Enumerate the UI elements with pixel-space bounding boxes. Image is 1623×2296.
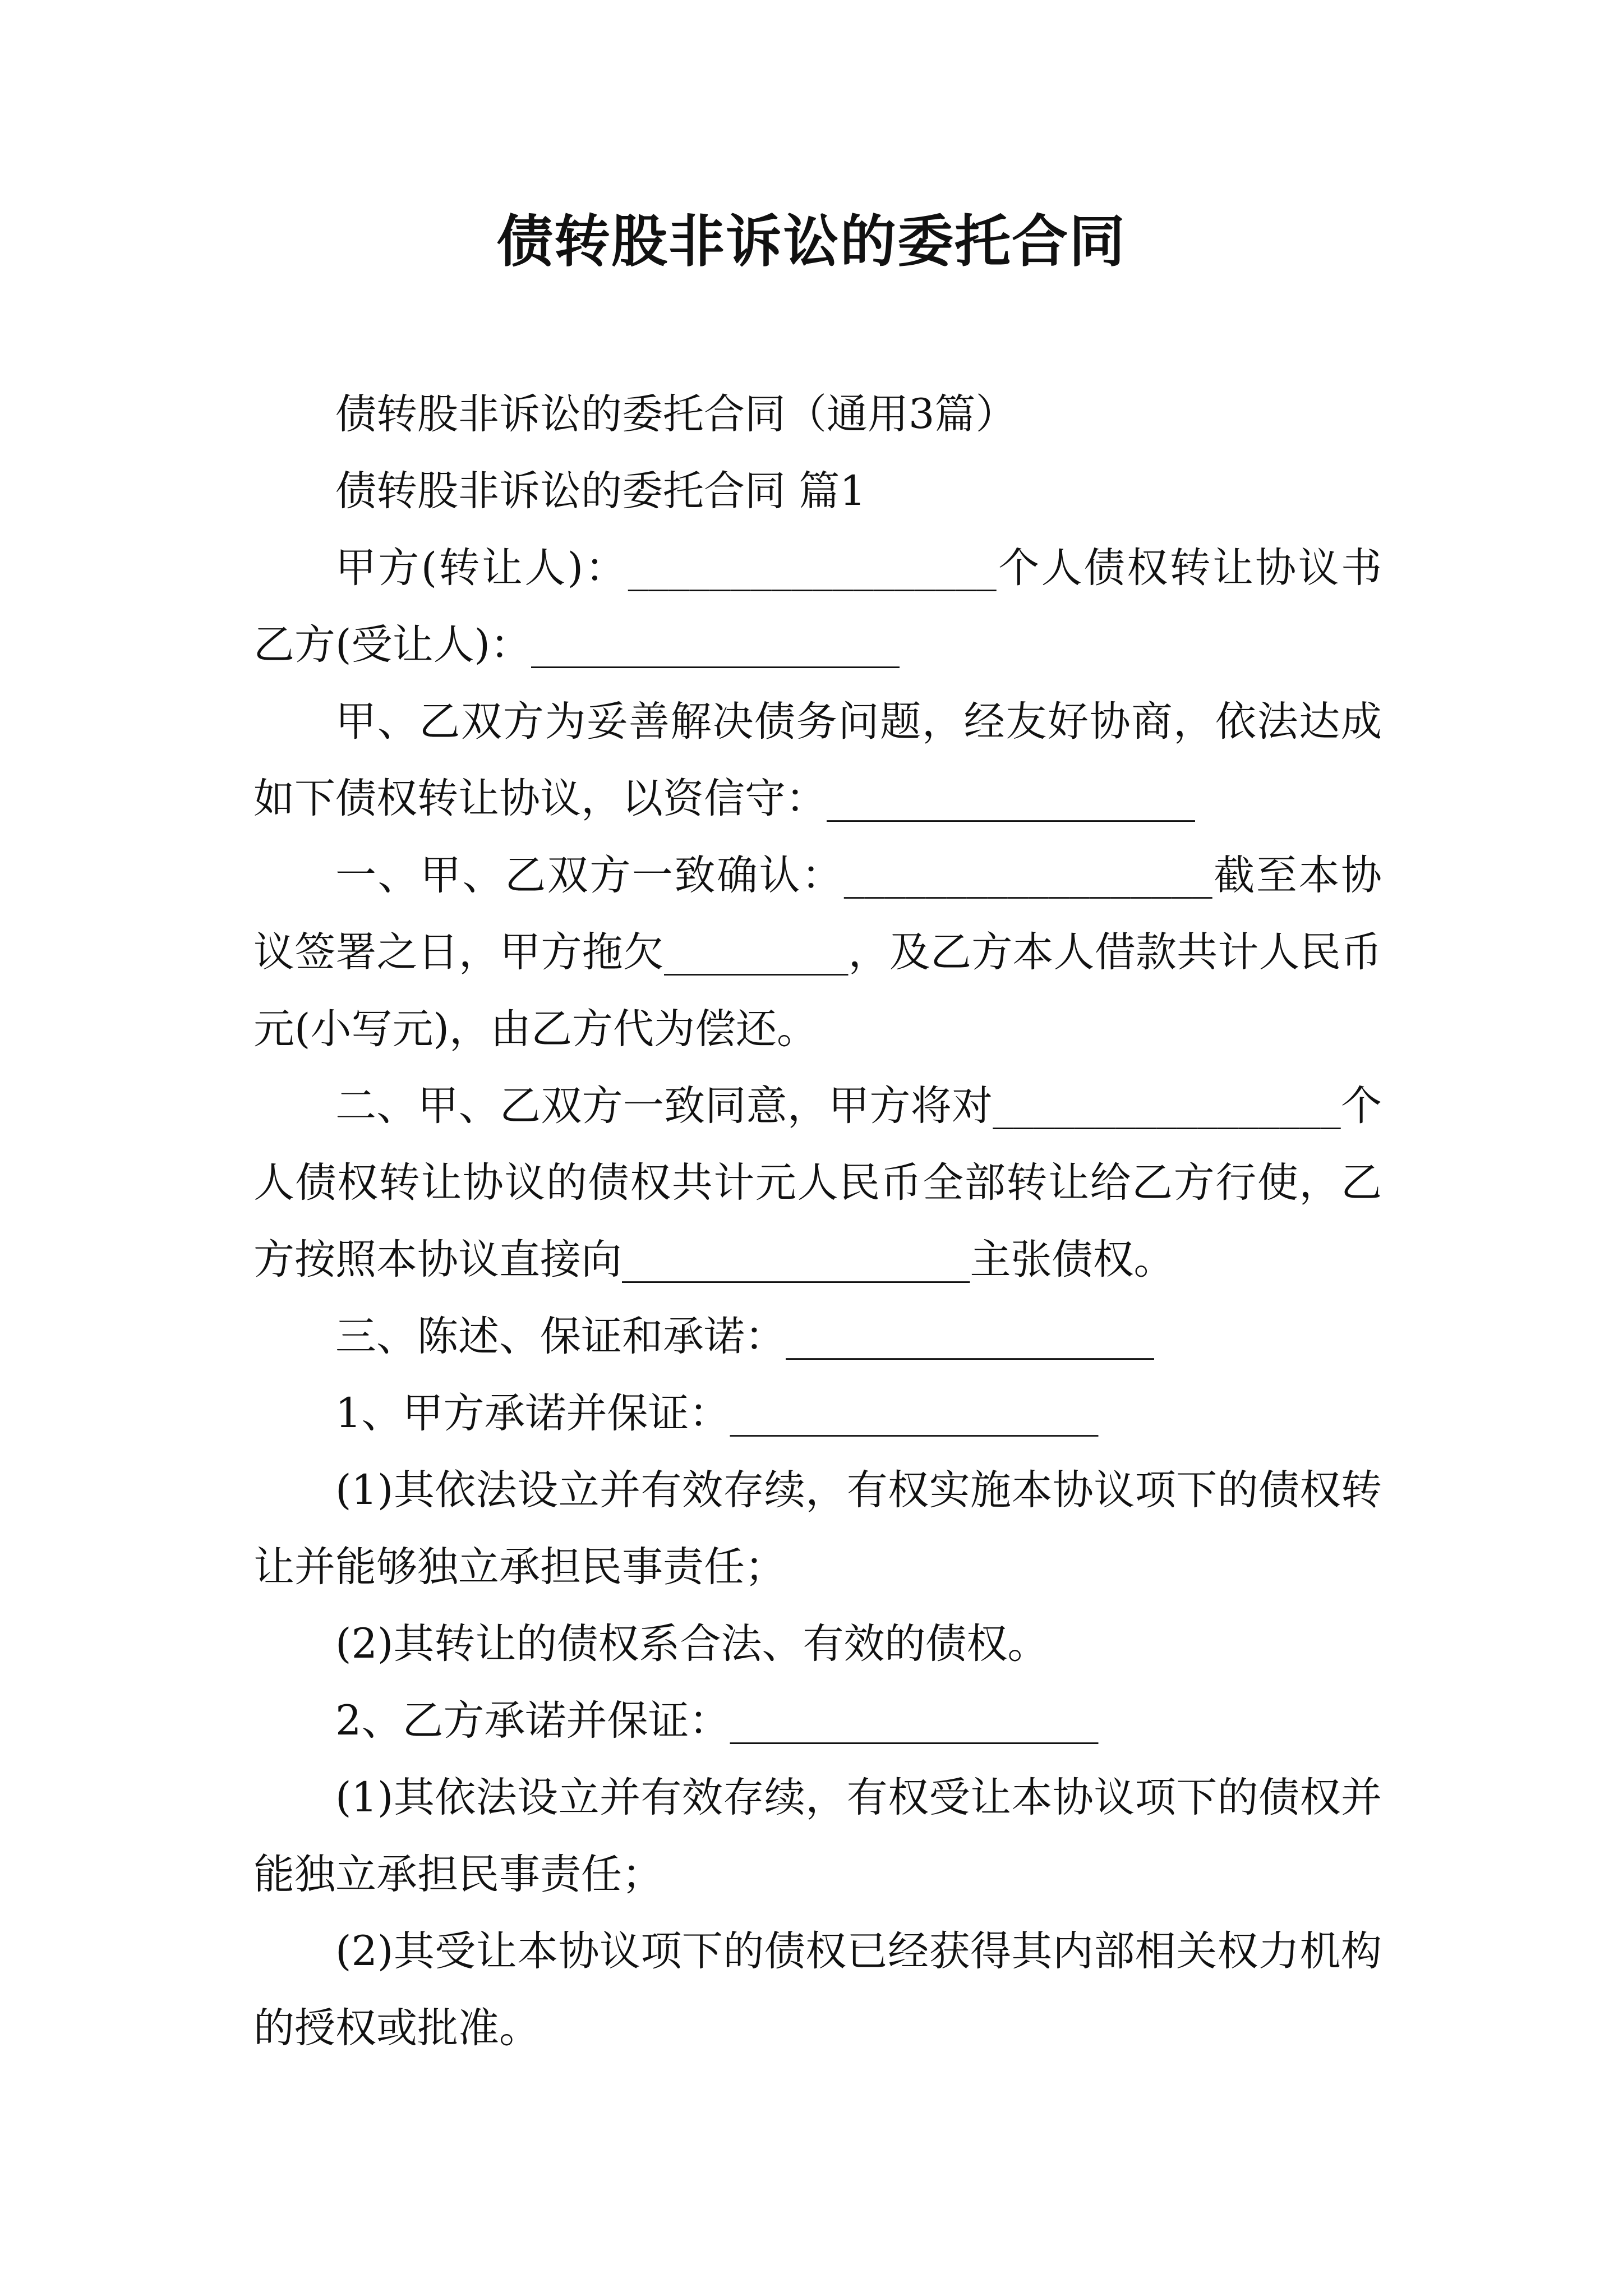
paragraph-party-b-item-1: (1)其依法设立并有效存续，有权受让本协议项下的债权并能独立承担民事责任； bbox=[253, 1774, 1382, 1898]
paragraph-party-a-item-2: (2)其转让的债权系合法、有效的债权。 bbox=[335, 1620, 1049, 1668]
paragraph-preamble: 甲、乙双方为妥善解决债务问题，经友好协商，依法达成如下债权转让协议，以资信守：__________________ bbox=[253, 698, 1382, 822]
paragraph-clause-2: 二、甲、乙双方一致同意，甲方将对_________________个人债权转让协议的债权共计元人民币全部转让给乙方行使，乙方按照本协议直接向_________________主张债权。 bbox=[253, 1082, 1382, 1283]
paragraph-parties: 甲方(转让人)：__________________个人债权转让协议书乙方(受让人)：__________________ bbox=[253, 544, 1382, 669]
document-body bbox=[253, 376, 1382, 2067]
paragraph-subtitle: 债转股非诉讼的委托合同（通用3篇） bbox=[335, 390, 1017, 438]
paragraph-party-b-item-2: (2)其受让本协议项下的债权已经获得其内部相关权力机构的授权或批准。 bbox=[253, 1927, 1382, 2052]
document-title: 债转股非诉讼的委托合同 bbox=[497, 208, 1126, 274]
paragraph-party-b-warranty: 2、乙方承诺并保证：__________________ bbox=[335, 1697, 1099, 1745]
paragraph-clause-1: 一、甲、乙双方一致确认：__________________截至本协议签署之日，甲方拖欠_________，及乙方本人借款共计人民币元(小写元)，由乙方代为偿还。 bbox=[253, 852, 1382, 1053]
paragraph-clause-3: 三、陈述、保证和承诺：__________________ bbox=[335, 1313, 1154, 1360]
paragraph-party-a-item-1: (1)其依法设立并有效存续，有权实施本协议项下的债权转让并能够独立承担民事责任； bbox=[253, 1466, 1382, 1591]
paragraph-section-heading: 债转股非诉讼的委托合同 篇1 bbox=[335, 467, 866, 515]
paragraph-party-a-warranty: 1、甲方承诺并保证：__________________ bbox=[335, 1389, 1099, 1437]
